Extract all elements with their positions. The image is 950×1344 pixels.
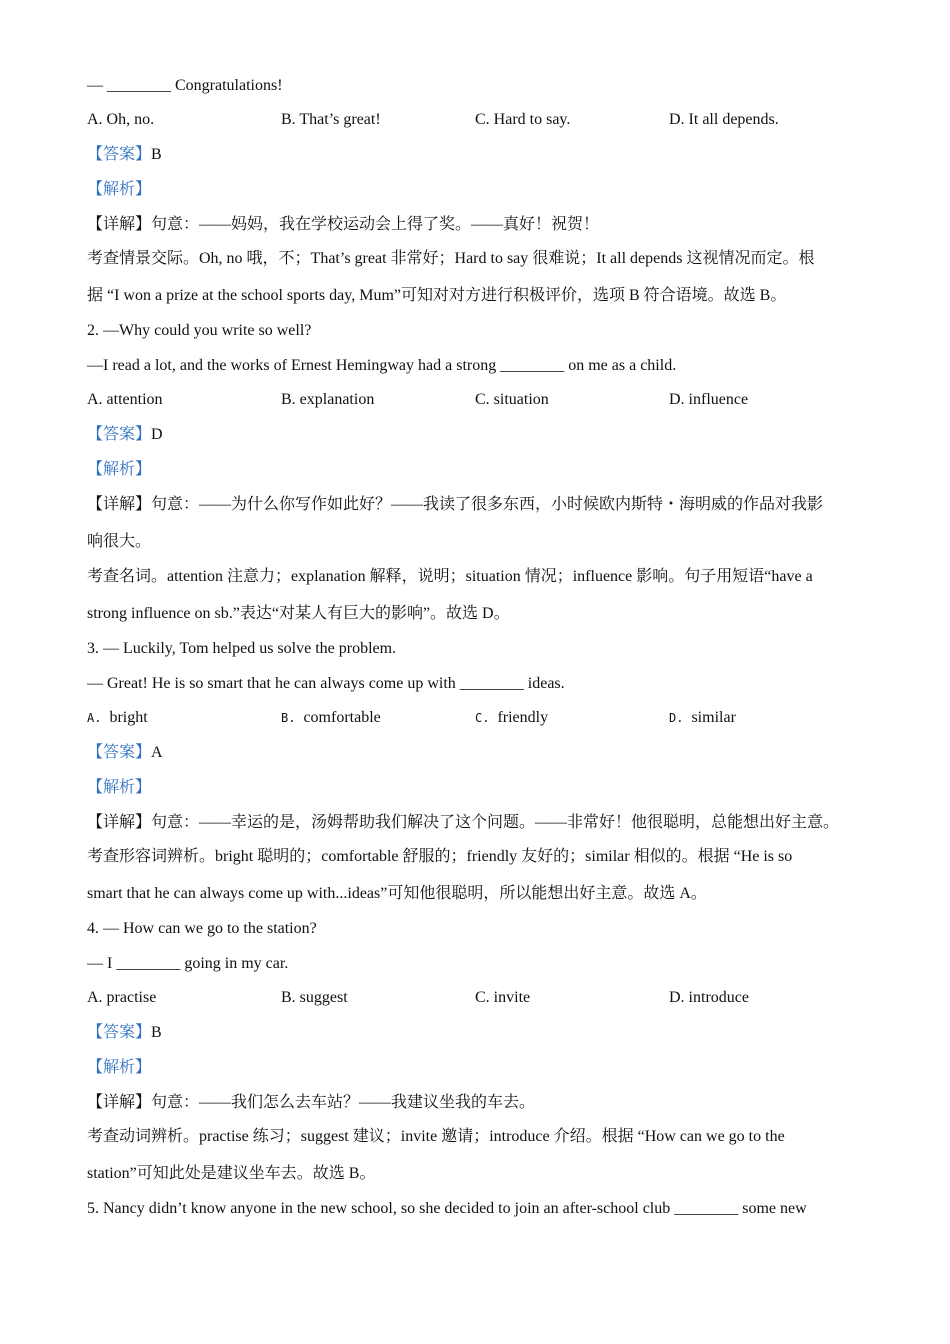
q2-analysis-tag: 【解析】: [87, 461, 152, 478]
answer-value: B: [151, 1024, 162, 1041]
q1-options: [87, 110, 887, 130]
q1-explanation-line-1: 考查情景交际。Oh, no 哦，不；That’s great 非常好；Hard to say 很难说；It all depends 这视情况而定。根: [87, 250, 815, 267]
q2-option-c: C. situation: [475, 391, 549, 408]
option-word: similar: [691, 709, 736, 726]
option-letter: D.: [669, 711, 684, 725]
option-letter: C.: [475, 711, 490, 725]
detail-tag: 【详解】: [87, 496, 152, 513]
q2-answer: [87, 425, 163, 445]
q3-explanation-line-1: 考查形容词辨析。bright 聪明的；comfortable 舒服的；friendly 友好的；similar 相似的。根据 “He is so: [87, 848, 793, 865]
q3-analysis-tag: 【解析】: [87, 779, 152, 796]
q1-stem: — ________ Congratulations!: [87, 77, 283, 94]
q4-options: [87, 988, 887, 1008]
detail-text: 句意：——为什么你写作如此好？——我读了很多东西，小时候欧内斯特・海明威的作品对我影: [151, 496, 824, 513]
answer-tag: 【答案】: [87, 426, 152, 443]
q1-analysis-tag: 【解析】: [87, 181, 152, 198]
answer-value: D: [151, 426, 163, 443]
q1-option-b: B. That’s great!: [281, 111, 381, 128]
q1-detail: [87, 215, 599, 235]
q3-explanation-line-2: smart that he can always come up with...ideas”可知他很聪明，所以能想出好主意。故选 A。: [87, 885, 707, 902]
q2-option-b: B. explanation: [281, 391, 375, 408]
option-letter: A.: [87, 711, 102, 725]
q4-explanation-line-2: station”可知此处是建议坐车去。故选 B。: [87, 1165, 376, 1182]
option-letter: B.: [281, 711, 296, 725]
q4-stem-line-1: 4. — How can we go to the station?: [87, 920, 317, 937]
detail-tag: 【详解】: [87, 216, 152, 233]
q3-stem-line-2: — Great! He is so smart that he can always come up with ________ ideas.: [87, 675, 565, 692]
q3-answer: [87, 743, 163, 763]
q4-option-a: A. practise: [87, 989, 157, 1006]
q4-option-b: B. suggest: [281, 989, 348, 1006]
q2-option-a: A. attention: [87, 391, 163, 408]
option-word: bright: [109, 709, 148, 726]
detail-text: 句意：——妈妈，我在学校运动会上得了奖。——真好！祝贺！: [151, 216, 600, 233]
detail-tag: 【详解】: [87, 1094, 152, 1111]
q4-explanation-line-1: 考查动词辨析。practise 练习；suggest 建议；invite 邀请；introduce 介绍。根据 “How can we go to the: [87, 1128, 785, 1145]
q2-stem-line-2: —I read a lot, and the works of Ernest Hemingway had a strong ________ on me as a child.: [87, 357, 677, 374]
detail-tag: 【详解】: [87, 814, 152, 831]
answer-tag: 【答案】: [87, 146, 152, 163]
q1-explanation-line-2: 据 “I won a prize at the school sports day, Mum”可知对对方进行积极评价，选项 B 符合语境。故选 B。: [87, 287, 787, 304]
q3-stem-line-1: 3. — Luckily, Tom helped us solve the problem.: [87, 640, 397, 657]
q3-option-b: [281, 708, 381, 728]
q4-analysis-tag: 【解析】: [87, 1059, 152, 1076]
q4-detail: [87, 1093, 535, 1113]
q1-option-a: A. Oh, no.: [87, 111, 155, 128]
q4-stem-line-2: — I ________ going in my car.: [87, 955, 289, 972]
q2-option-d: D. influence: [669, 391, 749, 408]
detail-text: 句意：——幸运的是，汤姆帮助我们解决了这个问题。——非常好！他很聪明，总能想出好主意。: [151, 814, 840, 831]
answer-tag: 【答案】: [87, 744, 152, 761]
option-word: friendly: [497, 709, 549, 726]
q3-detail: [87, 813, 839, 833]
q2-explanation-line-1: 考查名词。attention 注意力；explanation 解释，说明；situation 情况；influence 影响。句子用短语“have a: [87, 568, 813, 585]
q3-options: [87, 708, 887, 728]
q4-option-d: D. introduce: [669, 989, 749, 1006]
q2-detail-line-1: [87, 495, 823, 515]
q2-options: [87, 390, 887, 410]
q3-option-a: [87, 708, 148, 728]
answer-value: A: [151, 744, 163, 761]
q3-option-c: [475, 708, 548, 728]
option-word: comfortable: [303, 709, 381, 726]
q4-option-c: C. invite: [475, 989, 531, 1006]
q1-option-c: C. Hard to say.: [475, 111, 571, 128]
detail-text: 句意：——我们怎么去车站？——我建议坐我的车去。: [151, 1094, 536, 1111]
q4-answer: [87, 1023, 162, 1043]
q2-explanation-line-2: strong influence on sb.”表达“对某人有巨大的影响”。故选 D。: [87, 605, 510, 622]
q2-detail-line-2: 响很大。: [87, 533, 152, 550]
answer-tag: 【答案】: [87, 1024, 152, 1041]
q2-stem-line-1: 2. —Why could you write so well?: [87, 322, 312, 339]
q1-answer: [87, 145, 162, 165]
answer-value: B: [151, 146, 162, 163]
q5-stem-line-1: 5. Nancy didn’t know anyone in the new school, so she decided to join an after-school club ________ some new: [87, 1200, 807, 1217]
q1-option-d: D. It all depends.: [669, 111, 779, 128]
q3-option-d: [669, 708, 736, 728]
